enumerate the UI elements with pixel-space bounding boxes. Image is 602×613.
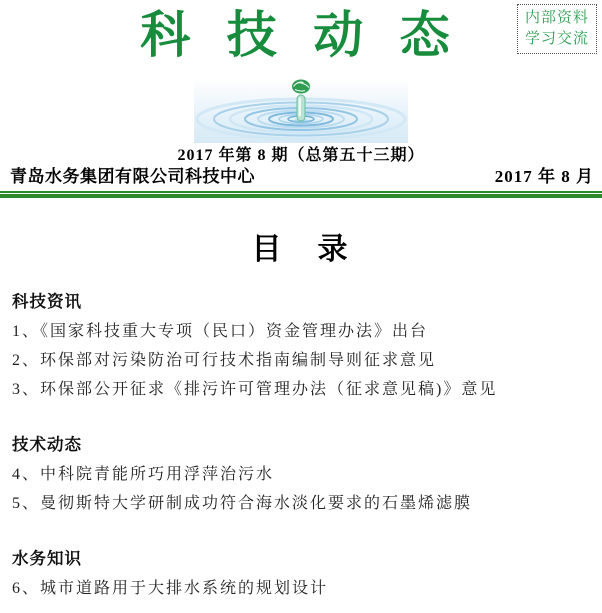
- divider-thick-line: [0, 194, 602, 198]
- toc-entry: 4、中科院青能所巧用浮萍治污水: [12, 466, 275, 483]
- globe-icon: [292, 80, 310, 94]
- toc-entry: 2、环保部对污染防治可行技术指南编制导则征求意见: [12, 352, 437, 369]
- publisher-name: 青岛水务集团有限公司科技中心: [10, 167, 255, 186]
- header-divider: [0, 191, 602, 198]
- table-of-contents: [12, 288, 592, 613]
- issue-line: 2017 年第 8 期（总第五十三期）: [177, 147, 425, 164]
- section-heading: 科技资讯: [12, 293, 82, 311]
- droplet-icon: [297, 95, 305, 121]
- section-heading: 水务知识: [12, 550, 82, 568]
- toc-entry: 3、环保部公开征求《排污许可管理办法（征求意见稿)》意见: [12, 381, 498, 398]
- section-heading: 技术动态: [12, 436, 82, 454]
- badge-line1: 内部资料: [524, 10, 589, 26]
- toc-section-water-knowledge: [12, 545, 592, 603]
- toc-entry: 1、《国家科技重大专项（民口）资金管理办法》出台: [12, 323, 429, 340]
- toc-title: 目 录: [251, 233, 351, 266]
- water-ripple-logo: [194, 78, 408, 143]
- badge-line2: 学习交流: [524, 31, 589, 47]
- toc-section-tech-trends: [12, 431, 592, 518]
- masthead-title: 科 技 动 态: [140, 7, 462, 63]
- toc-entry: 6、城市道路用于大排水系统的规划设计: [12, 580, 329, 597]
- publisher-row: [10, 162, 594, 187]
- toc-section-tech-news: [12, 288, 592, 404]
- water-droplet-ripple-icon: [194, 78, 408, 143]
- toc-entry: 5、曼彻斯特大学研制成功符合海水淡化要求的石墨烯滤膜: [12, 495, 473, 512]
- internal-material-badge: [517, 4, 597, 54]
- issue-date: 2017 年 8 月: [494, 167, 594, 186]
